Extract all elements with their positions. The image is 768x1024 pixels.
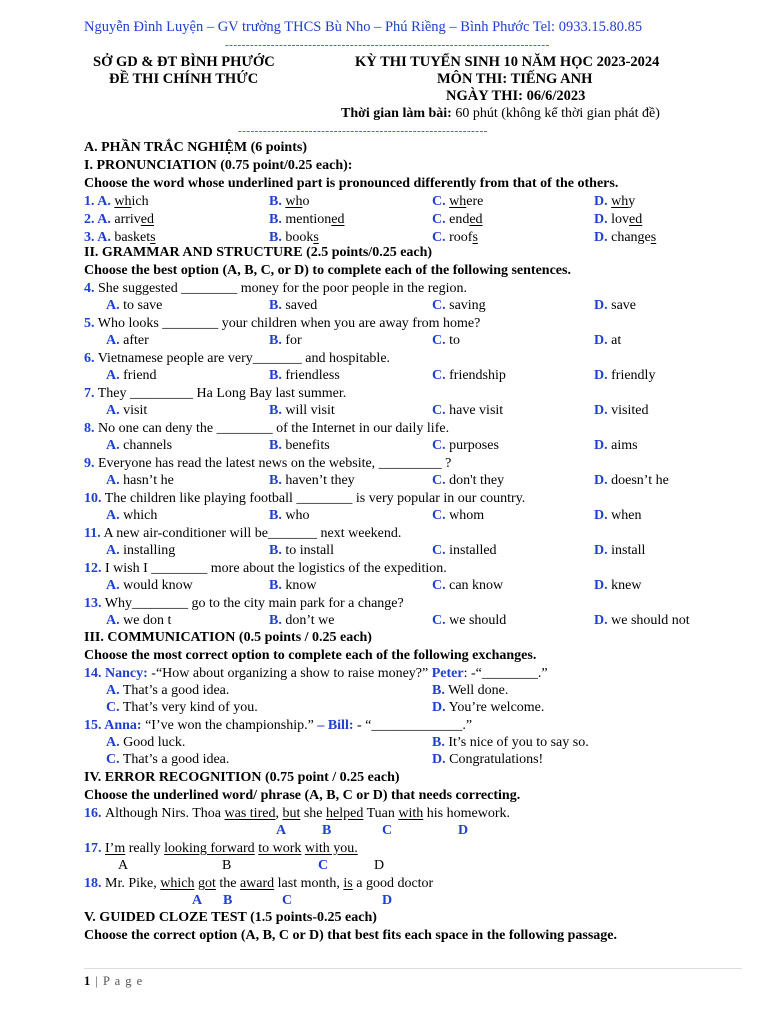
part-a-title: A. PHẦN TRẮC NGHIỆM (6 points)	[84, 140, 307, 155]
underlined-part: wh	[611, 194, 629, 209]
option-text: to install	[281, 543, 334, 558]
option-letter: B.	[269, 543, 282, 558]
question-stem	[84, 387, 346, 401]
response-blank: - “_____________.”	[353, 718, 473, 733]
answer-option	[106, 753, 229, 767]
question-number: 6.	[84, 351, 95, 366]
question-stem	[84, 422, 449, 436]
option-text: installed	[445, 543, 497, 558]
option-text: doesn’t he	[607, 473, 669, 488]
option-letter: C.	[432, 508, 446, 523]
header-dash: ------------------------------------------------------------------------------	[225, 39, 550, 51]
question-number: 15.	[84, 718, 105, 733]
question-stem	[84, 597, 404, 611]
option-letter: C.	[432, 613, 446, 628]
option-text: friendless	[281, 368, 340, 383]
option-text: You’re welcome.	[445, 700, 545, 715]
option-letter: B.	[269, 438, 282, 453]
exam-date: NGÀY THI: 06/6/2023	[446, 88, 586, 104]
option-text: channels	[119, 438, 173, 453]
option-text: saving	[445, 298, 486, 313]
answer-option	[269, 579, 316, 593]
option-text: friendly	[607, 368, 656, 383]
answer-option	[269, 544, 334, 558]
answer-option	[594, 439, 638, 453]
response-blank: : -“________.”	[463, 666, 548, 681]
question-number: 7.	[84, 386, 95, 401]
option-text: who	[281, 508, 310, 523]
section-1-instructions: Choose the word whose underlined part is pronounced differently from that of the others.	[84, 176, 619, 191]
page-number: 1	[84, 974, 92, 988]
answer-option	[594, 299, 636, 313]
answer-option	[594, 369, 655, 383]
option-letter: B.	[269, 578, 282, 593]
answer-option	[432, 684, 508, 698]
option-letter: C.	[432, 368, 446, 383]
option-letter: D.	[594, 473, 608, 488]
answer-option	[594, 404, 648, 418]
section-5-title: V. GUIDED CLOZE TEST (1.5 points-0.25 each)	[84, 910, 377, 925]
question-text: Who looks ________ your children when you are away from home?	[94, 316, 481, 331]
underlined-phrase: which	[160, 876, 195, 891]
option-letter: A.	[106, 735, 120, 750]
option-text: visit	[119, 403, 148, 418]
speaker-1: Anna:	[104, 718, 142, 733]
question-stem	[84, 282, 467, 296]
error-letter: C	[318, 858, 329, 873]
option-letter: A.	[97, 212, 111, 227]
option-letter: C.	[432, 578, 446, 593]
section-4-title: IV. ERROR RECOGNITION (0.75 point / 0.25 each)	[84, 770, 400, 785]
error-letter: D	[458, 823, 469, 838]
option-letter: A.	[106, 683, 120, 698]
error-letter: B	[322, 823, 332, 838]
underlined-phrase: got	[197, 876, 216, 891]
department-name: SỞ GD & ĐT BÌNH PHƯỚC	[93, 54, 275, 70]
error-letter: A	[276, 823, 287, 838]
option-letter: D.	[594, 578, 608, 593]
underlined-part: s	[150, 230, 156, 245]
pron-option: C. ended	[432, 212, 483, 227]
question-text: The children like playing football ________ is very popular in our country.	[101, 491, 526, 506]
underlined-part: wh	[449, 194, 467, 209]
question-number: 17.	[84, 841, 105, 856]
option-letter: D.	[594, 333, 608, 348]
option-letter: A.	[97, 230, 111, 245]
time-allowed	[341, 107, 660, 121]
option-text: we should not	[607, 613, 690, 628]
underlined-phrase: with you.	[304, 841, 358, 856]
time-label: Thời gian làm bài:	[341, 106, 452, 121]
option-letter: B.	[269, 508, 282, 523]
option-text: install	[607, 543, 646, 558]
answer-option	[269, 299, 317, 313]
option-letter: A.	[106, 333, 120, 348]
option-letter: A.	[106, 298, 120, 313]
error-letter: B	[223, 893, 233, 908]
answer-option	[432, 579, 503, 593]
underlined-part: s	[650, 230, 657, 245]
answer-option	[106, 439, 172, 453]
option-letter: C.	[432, 438, 446, 453]
footer-separator: |	[91, 974, 104, 988]
pron-option: 3. A. baskets	[84, 230, 156, 245]
option-text: friendship	[445, 368, 506, 383]
underlined-phrase: to work	[258, 841, 302, 856]
option-letter: B.	[269, 194, 282, 209]
underlined-part: s	[313, 230, 319, 245]
question-text: She suggested ________ money for the poor people in the region.	[94, 281, 467, 296]
pron-option: B. mentioned	[269, 212, 345, 227]
option-letter: C.	[432, 194, 446, 209]
option-letter: B.	[432, 683, 445, 698]
question-stem	[84, 317, 480, 331]
option-letter: D.	[594, 613, 608, 628]
question-number: 11.	[84, 526, 101, 541]
option-letter: C.	[432, 543, 446, 558]
question-stem	[84, 562, 447, 576]
option-letter: B.	[269, 230, 282, 245]
option-letter: C.	[432, 298, 446, 313]
option-text: saved	[281, 298, 318, 313]
option-letter: A.	[106, 508, 120, 523]
option-letter: B.	[269, 368, 282, 383]
pron-option: 2. A. arrived	[84, 212, 155, 227]
question-number: 14.	[84, 666, 105, 681]
option-text: we don t	[119, 613, 172, 628]
underlined-phrase: with	[398, 806, 424, 821]
answer-option	[269, 369, 340, 383]
error-letter: D	[382, 893, 393, 908]
answer-option	[106, 299, 162, 313]
question-stem	[84, 492, 525, 506]
question-stem: 17. I’m really looking forward to work with you.	[84, 841, 358, 856]
option-text: That’s very kind of you.	[119, 700, 258, 715]
answer-option	[594, 509, 641, 523]
option-letter: B.	[432, 735, 445, 750]
answer-option	[106, 736, 185, 750]
underlined-phrase: looking forward	[164, 841, 255, 856]
underlined-part: ed	[140, 212, 155, 227]
pron-option: B. who	[269, 194, 310, 209]
option-text: which	[119, 508, 158, 523]
answer-option	[269, 614, 334, 628]
question-number: 5.	[84, 316, 95, 331]
option-letter: C.	[432, 230, 446, 245]
option-text: aims	[607, 438, 638, 453]
answer-option	[106, 701, 258, 715]
option-letter: D.	[594, 508, 608, 523]
pron-option: C. roofs	[432, 230, 478, 245]
option-text: would know	[119, 578, 193, 593]
answer-option	[106, 404, 147, 418]
error-letter: A	[118, 858, 129, 873]
error-letter: A	[192, 893, 203, 908]
option-text: whom	[445, 508, 485, 523]
exam-title: KỲ THI TUYỂN SINH 10 NĂM HỌC 2023-2024	[355, 54, 660, 70]
underlined-phrase: but	[282, 806, 301, 821]
option-letter: A.	[106, 403, 120, 418]
option-letter: A.	[97, 194, 111, 209]
question-stem	[84, 457, 451, 471]
answer-option	[269, 439, 330, 453]
option-letter: D.	[594, 230, 608, 245]
answer-option	[106, 614, 171, 628]
question-stem: 18. Mr. Pike, which got the award last month, is a good doctor	[84, 876, 434, 891]
option-text: to save	[119, 298, 163, 313]
option-letter: B.	[269, 613, 282, 628]
option-letter: A.	[106, 473, 120, 488]
option-text: benefits	[281, 438, 330, 453]
option-letter: B.	[269, 298, 282, 313]
error-letter: C	[382, 823, 393, 838]
answer-option	[594, 614, 690, 628]
question-text: They _________ Ha Long Bay last summer.	[94, 386, 347, 401]
option-letter: D.	[594, 543, 608, 558]
underlined-part: ed	[629, 212, 643, 227]
option-letter: D.	[594, 403, 608, 418]
option-text: That’s a good idea.	[119, 752, 230, 767]
pron-option: D. why	[594, 194, 636, 209]
answer-option	[269, 334, 302, 348]
question-number: 18.	[84, 876, 105, 891]
option-letter: D.	[594, 368, 608, 383]
question-number: 1.	[84, 194, 98, 209]
answer-option	[106, 544, 175, 558]
answer-option	[106, 684, 229, 698]
option-letter: B.	[269, 403, 282, 418]
option-text: for	[281, 333, 302, 348]
page-word: P a g e	[103, 974, 144, 988]
answer-option	[432, 299, 486, 313]
pron-option: 1. A. which	[84, 194, 149, 209]
underlined-phrase: I’m	[105, 841, 126, 856]
answer-option	[432, 369, 506, 383]
question-text: No one can deny the ________ of the Internet in our daily life.	[94, 421, 450, 436]
question-text: A new air-conditioner will be_______ next weekend.	[100, 526, 402, 541]
option-letter: C.	[432, 403, 446, 418]
official-exam: ĐỀ THI CHÍNH THỨC	[109, 71, 259, 87]
option-text: when	[607, 508, 642, 523]
question-text: Vietnamese people are very_______ and hospitable.	[94, 351, 391, 366]
option-letter: A.	[106, 368, 120, 383]
answer-option	[432, 701, 544, 715]
question-stem: 16. Although Nirs. Thoa was tired, but she helped Tuan with his homework.	[84, 806, 510, 821]
option-text: Congratulations!	[445, 752, 544, 767]
option-letter: D.	[594, 212, 608, 227]
answer-option	[432, 544, 497, 558]
question-number: 16.	[84, 806, 105, 821]
header-dash-2: ------------------------------------------------------------	[238, 125, 488, 137]
page-footer	[84, 975, 143, 988]
option-text: haven’t they	[281, 473, 355, 488]
answer-option	[594, 544, 645, 558]
option-text: friend	[119, 368, 157, 383]
answer-option	[106, 474, 174, 488]
option-text: That’s a good idea.	[119, 683, 230, 698]
answer-option	[432, 736, 589, 750]
option-text: save	[607, 298, 637, 313]
footer-divider	[84, 968, 742, 969]
question-text: Everyone has read the latest news on the website, _________ ?	[94, 456, 452, 471]
answer-option	[594, 334, 621, 348]
answer-option	[106, 579, 193, 593]
option-text: will visit	[281, 403, 335, 418]
question-stem	[84, 719, 472, 733]
question-number: 9.	[84, 456, 95, 471]
option-text: we should	[445, 613, 507, 628]
pron-option: C. where	[432, 194, 484, 209]
answer-option	[432, 404, 503, 418]
underlined-part: wh	[285, 194, 303, 209]
underlined-phrase: is	[343, 876, 353, 891]
option-text: have visit	[445, 403, 504, 418]
answer-option	[432, 614, 506, 628]
option-letter: B.	[269, 333, 282, 348]
pron-option: B. books	[269, 230, 319, 245]
underlined-part: ed	[331, 212, 345, 227]
answer-option	[432, 753, 543, 767]
option-text: purposes	[445, 438, 499, 453]
option-text: at	[607, 333, 622, 348]
answer-option	[432, 439, 499, 453]
answer-option	[106, 369, 157, 383]
option-letter: D.	[432, 752, 446, 767]
answer-option	[106, 334, 149, 348]
answer-option	[269, 474, 355, 488]
option-letter: C.	[106, 700, 120, 715]
answer-option	[432, 334, 460, 348]
option-text: don’t we	[281, 613, 335, 628]
underlined-part: ed	[469, 212, 483, 227]
question-number: 2.	[84, 212, 98, 227]
section-2-instructions: Choose the best option (A, B, C, or D) to complete each of the following sentences.	[84, 263, 571, 278]
option-letter: C.	[432, 212, 446, 227]
section-1-title: I. PRONUNCIATION (0.75 point/0.25 each):	[84, 158, 353, 173]
option-letter: D.	[432, 700, 446, 715]
option-letter: C.	[106, 752, 120, 767]
section-3-title: III. COMMUNICATION (0.5 points / 0.25 each)	[84, 630, 372, 645]
option-letter: D.	[594, 438, 608, 453]
answer-option	[594, 579, 641, 593]
question-stem	[84, 667, 548, 681]
option-letter: A.	[106, 543, 120, 558]
underlined-phrase: helped	[326, 806, 364, 821]
underlined-part: s	[472, 230, 478, 245]
option-text: knew	[607, 578, 642, 593]
option-letter: B.	[269, 212, 282, 227]
option-text: installing	[119, 543, 176, 558]
question-text: I wish I ________ more about the logistics of the expedition.	[101, 561, 447, 576]
speaker-2: – Bill:	[317, 718, 354, 733]
answer-option	[106, 509, 157, 523]
option-letter: D.	[594, 298, 608, 313]
question-stem	[84, 527, 401, 541]
option-text: don't they	[445, 473, 505, 488]
utterance: “I’ve won the championship.”	[141, 718, 318, 733]
utterance: -“How about organizing a show to raise money?”	[147, 666, 432, 681]
section-2-title: II. GRAMMAR AND STRUCTURE (2.5 points/0.25 each)	[84, 245, 433, 260]
question-number: 10.	[84, 491, 102, 506]
section-3-instructions: Choose the most correct option to complete each of the following exchanges.	[84, 648, 537, 663]
option-letter: D.	[594, 194, 608, 209]
section-4-instructions: Choose the underlined word/ phrase (A, B, C or D) that needs correcting.	[84, 788, 521, 803]
option-letter: B.	[269, 473, 282, 488]
underlined-phrase: award	[239, 876, 275, 891]
answer-option	[432, 474, 504, 488]
answer-option	[269, 509, 309, 523]
option-text: visited	[607, 403, 649, 418]
option-text: to	[445, 333, 461, 348]
option-letter: A.	[106, 438, 120, 453]
option-text: Well done.	[444, 683, 509, 698]
answer-option	[269, 404, 335, 418]
error-letter: C	[282, 893, 293, 908]
pron-option: D. loved	[594, 212, 643, 227]
option-letter: C.	[432, 473, 446, 488]
question-number: 13.	[84, 596, 102, 611]
option-text: It’s nice of you to say so.	[444, 735, 589, 750]
question-number: 12.	[84, 561, 102, 576]
subject: MÔN THI: TIẾNG ANH	[437, 71, 593, 87]
pron-option: D. changes	[594, 230, 657, 245]
option-text: hasn’t he	[119, 473, 174, 488]
section-5-instructions: Choose the correct option (A, B, C or D) that best fits each space in the following passage.	[84, 928, 617, 943]
author-line: Nguyễn Đình Luyện – GV trường THCS Bù Nho – Phú Riềng – Bình Phước Tel: 0933.15.80.85	[84, 19, 643, 35]
question-number: 3.	[84, 230, 98, 245]
question-stem	[84, 352, 390, 366]
time-value: 60 phút (không kể thời gian phát đề)	[451, 106, 660, 121]
answer-option	[432, 509, 484, 523]
option-text: know	[281, 578, 317, 593]
speaker-1: Nancy:	[105, 666, 148, 681]
error-letter: B	[222, 858, 232, 873]
question-text: Why________ go to the city main park for a change?	[101, 596, 404, 611]
option-text: after	[119, 333, 149, 348]
option-text: Good luck.	[119, 735, 186, 750]
underlined-part: wh	[114, 194, 132, 209]
option-letter: A.	[106, 613, 120, 628]
question-number: 4.	[84, 281, 95, 296]
answer-option	[594, 474, 669, 488]
option-letter: A.	[106, 578, 120, 593]
question-number: 8.	[84, 421, 95, 436]
error-letter: D	[374, 858, 385, 873]
option-text: can know	[445, 578, 504, 593]
underlined-phrase: was tired	[224, 806, 276, 821]
speaker-2: Peter	[431, 666, 464, 681]
option-letter: C.	[432, 333, 446, 348]
